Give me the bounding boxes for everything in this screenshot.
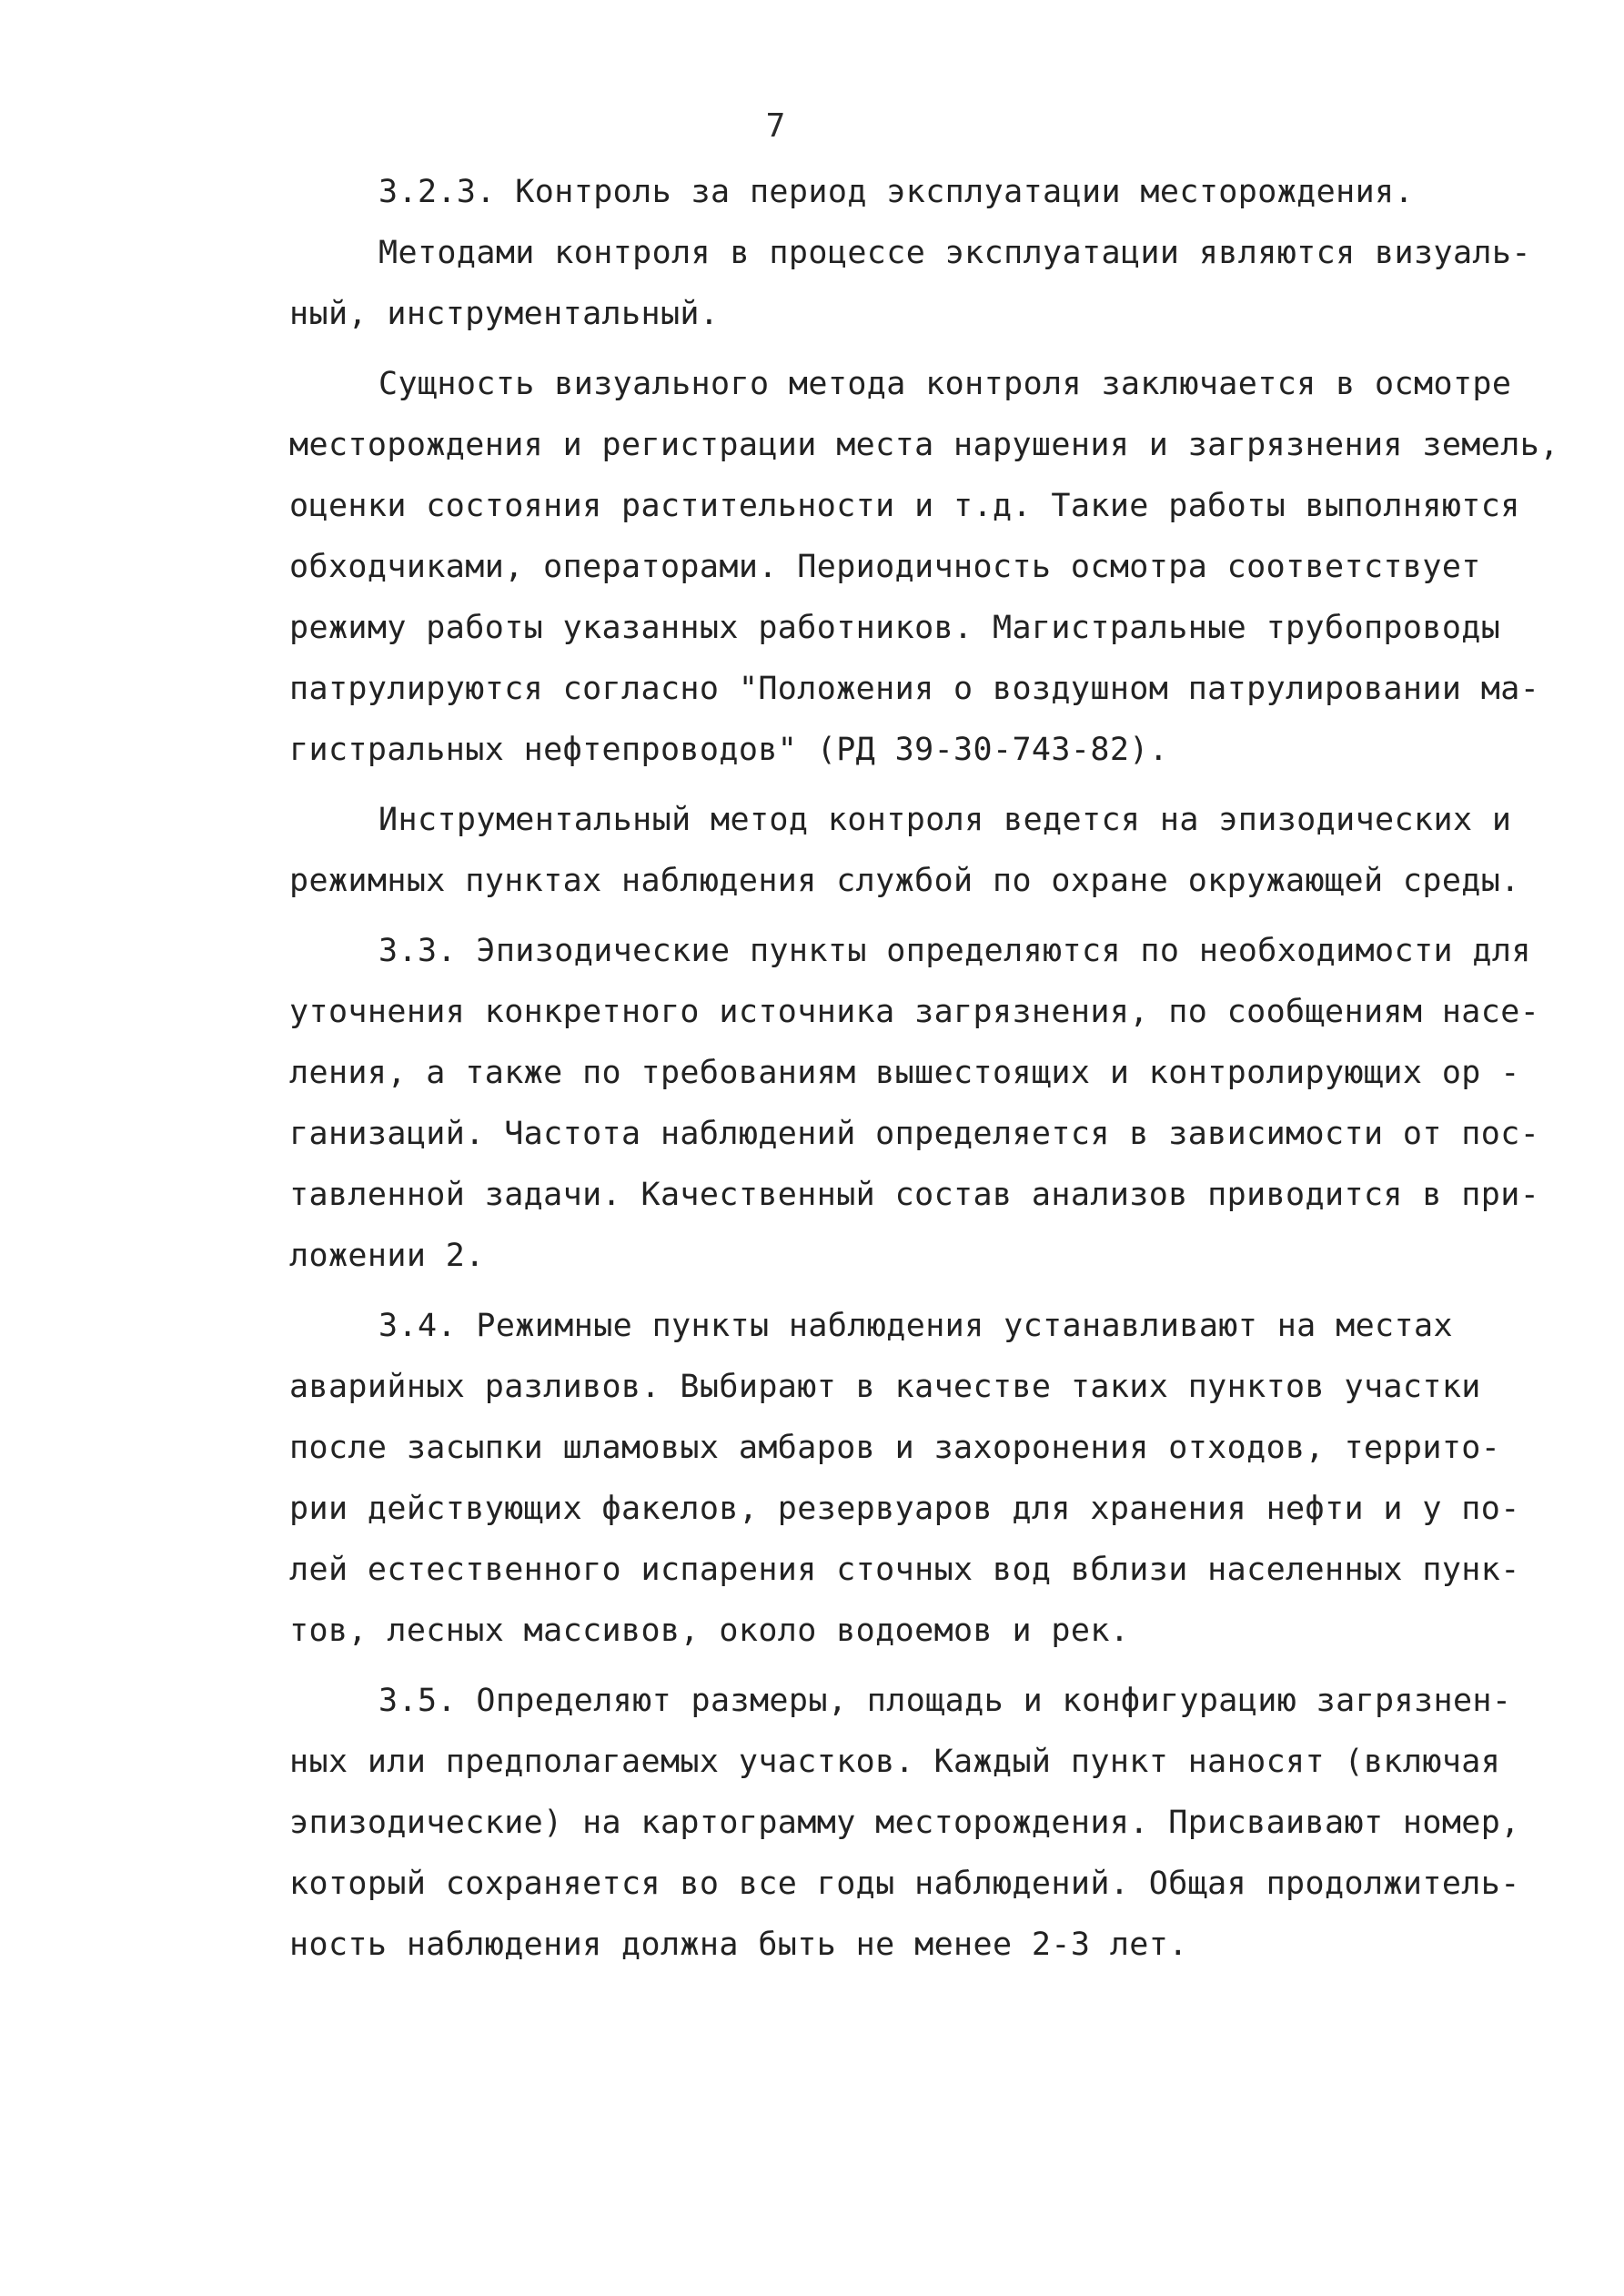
page-number: 7 (765, 107, 786, 145)
text-line: после засыпки шламовых амбаров и захоронения отходов, террито- (289, 1430, 1501, 1466)
paragraph-gap (289, 1287, 1463, 1296)
text-line: ложении 2. (289, 1238, 485, 1274)
text-line: ганизаций. Частота наблюдений определяется в зависимости от пос- (289, 1116, 1540, 1152)
text-line: который сохраняется во все годы наблюдений. Общая продолжитель- (289, 1866, 1520, 1902)
text-line: рии действующих факелов, резервуаров для хранения нефти и у по- (289, 1491, 1520, 1527)
paragraph-gap (289, 781, 1463, 790)
text-line: режимных пунктах наблюдения службой по охране окружающей среды. (289, 863, 1520, 899)
text-line: 3.3. Эпизодические пункты определяются по необходимости для (378, 933, 1531, 969)
text-line: 3.2.3. Контроль за период эксплуатации месторождения. (378, 174, 1415, 210)
paragraph-gap (289, 912, 1463, 921)
text-line: обходчиками, операторами. Периодичность осмотра соответствует (289, 549, 1481, 585)
body-text (289, 162, 1559, 1976)
text-line: ность наблюдения должна быть не менее 2-3 лет. (289, 1927, 1188, 1963)
text-line: патрулируются согласно "Положения о воздушном патрулировании ма- (289, 671, 1540, 707)
text-line: аварийных разливов. Выбирают в качестве таких пунктов участки (289, 1369, 1481, 1405)
text-line: эпизодические) на картограмму месторождения. Присваивают номер, (289, 1805, 1520, 1841)
text-line: тов, лесных массивов, около водоемов и рек. (289, 1613, 1130, 1649)
text-line: месторождения и регистрации места нарушения и загрязнения земель, (289, 427, 1559, 463)
text-line: гистральных нефтепроводов" (РД 39-30-743-82). (289, 732, 1169, 768)
text-line: Сущность визуального метода контроля заключается в осмотре (378, 366, 1512, 402)
text-line: 3.4. Режимные пункты наблюдения устанавливают на местах (378, 1308, 1453, 1344)
paragraph-gap (289, 345, 1463, 354)
paragraph-gap (289, 1662, 1463, 1671)
text-line: режиму работы указанных работников. Магистральные трубопроводы (289, 610, 1501, 646)
text-line: лей естественного испарения сточных вод вблизи населенных пунк- (289, 1552, 1520, 1588)
text-line: ный, инструментальный. (289, 296, 720, 332)
text-line: оценки состояния растительности и т.д. Такие работы выполняются (289, 488, 1520, 524)
text-line: тавленной задачи. Качественный состав анализов приводится в при- (289, 1177, 1540, 1213)
text-line: Инструментальный метод контроля ведется на эпизодических и (378, 802, 1512, 838)
text-line: Методами контроля в процессе эксплуатации являются визуаль- (378, 235, 1531, 271)
text-line: уточнения конкретного источника загрязнения, по сообщениям насе- (289, 994, 1540, 1030)
text-line: ных или предполагаемых участков. Каждый пункт наносят (включая (289, 1744, 1501, 1780)
text-line: ления, а также по требованиям вышестоящих и контролирующих ор - (289, 1055, 1520, 1091)
text-line: 3.5. Определяют размеры, площадь и конфигурацию загрязнен- (378, 1683, 1512, 1719)
